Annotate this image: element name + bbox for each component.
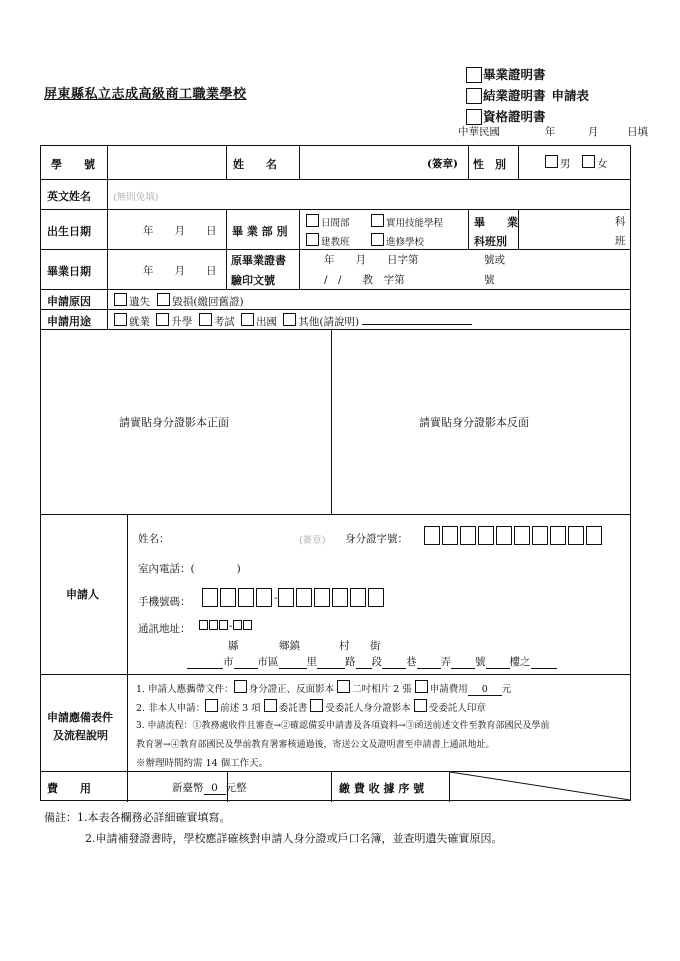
purpose-checkbox[interactable]: [199, 313, 212, 326]
dept-label: 畢 業 部 別: [232, 225, 288, 238]
grad-date-label: 畢業日期: [47, 265, 91, 278]
address-label: 通訊地址：: [138, 623, 191, 635]
student-no-label: 學 號: [51, 158, 95, 171]
addr-city-label: 市: [223, 656, 234, 668]
addr-li-label: 里: [306, 656, 317, 668]
reason-option-lost[interactable]: [114, 296, 150, 308]
purpose-checkbox[interactable]: [283, 313, 296, 326]
form-type-label: 申請表: [551, 88, 590, 103]
purpose-option-label: 升學: [171, 316, 193, 328]
footnote-1: 備註：1.本表各欄務必詳細確實填寫。: [44, 811, 231, 824]
purpose-option-job[interactable]: [114, 316, 150, 328]
purpose-other-field[interactable]: [362, 314, 472, 325]
dept-option-day[interactable]: [306, 214, 350, 229]
dept-option-label: 實用技能學程: [386, 218, 444, 229]
addr-section-label: 段: [371, 656, 382, 668]
purpose-option-exam[interactable]: [199, 316, 235, 328]
docs-option-label: 身分證正、反面影本: [248, 684, 335, 695]
english-name-label: 英文姓名: [47, 190, 91, 203]
docs-checkbox[interactable]: [264, 699, 277, 712]
docs-fee-unit: 元: [501, 684, 512, 695]
id-front-placeholder: 請實貼身分證影本正面: [119, 416, 229, 429]
major-label-2: 科班別: [474, 235, 507, 248]
fee-label: 費 用: [47, 782, 91, 795]
purpose-option-label: 出國: [256, 316, 278, 328]
gender-female-option[interactable]: [582, 155, 608, 171]
english-name-hint: (無則免填): [113, 192, 159, 203]
reason-option-label: 遺失: [129, 296, 150, 308]
day-label: 日填: [627, 126, 649, 138]
applicant-sign-hint: (簽章): [299, 535, 326, 546]
docs-option-label: 受委託人身分證影本: [325, 703, 411, 714]
docs-option-label: 申請費用: [429, 684, 468, 695]
sign-label: (簽章): [427, 158, 458, 170]
orig-cert-line-1b: 號或: [484, 254, 505, 266]
applicant-id-label: 身分證字號：: [345, 533, 408, 545]
docs-option-label: 前述 3 項: [220, 703, 261, 714]
cert-checkbox-completion[interactable]: [466, 88, 482, 104]
dept-option-label: 日間部: [321, 218, 350, 229]
address-detail-line[interactable]: [187, 654, 557, 669]
purpose-checkbox[interactable]: [241, 313, 254, 326]
docs-item-3b: 教育署→④教育部國民及學前教育署審核通過後，寄送公文及證明書至申請書上通訊地址。: [136, 740, 495, 750]
major-ke-label: 科: [615, 216, 626, 228]
dept-checkbox[interactable]: [371, 214, 384, 227]
applicant-id-boxes[interactable]: [424, 526, 604, 547]
female-checkbox[interactable]: [582, 155, 595, 168]
orig-cert-line-2b: 號: [484, 274, 495, 286]
student-no-field[interactable]: [108, 147, 225, 178]
purpose-checkbox[interactable]: [156, 313, 169, 326]
docs-note: ※辦理時間約需 14 個工作天。: [136, 758, 269, 769]
orig-cert-line-2: / / 教 字第: [324, 274, 405, 286]
addr-town-label: 鄉鎮: [279, 640, 300, 652]
dept-checkbox[interactable]: [371, 233, 384, 246]
orig-cert-line-1: 年 月 日字第: [324, 254, 419, 266]
footnote-2: 2.申請補發證書時，學校應詳確核對申請人身分證或戶口名簿，並查明遺失確實原因。: [85, 832, 503, 845]
reason-checkbox[interactable]: [157, 293, 170, 306]
docs-item-1-prefix: 1. 申請人應攜帶文件：: [136, 684, 234, 695]
cert-checkbox-graduation[interactable]: [466, 67, 482, 83]
docs-option-label: 委託書: [278, 703, 308, 714]
grad-date-field[interactable]: 年 月 日: [143, 265, 217, 277]
fee-amount-line: [172, 780, 247, 795]
fee-amount-prefix: 新臺幣: [172, 782, 204, 794]
dept-option-label: 進修學校: [386, 237, 425, 248]
dept-option-practical[interactable]: [371, 214, 443, 229]
addr-street-label: 街: [370, 640, 381, 652]
docs-option-label: 受委託人印章: [428, 703, 486, 714]
purpose-checkbox[interactable]: [114, 313, 127, 326]
purpose-option-label: 考試: [213, 316, 235, 328]
reason-options: [114, 293, 244, 309]
docs-checkbox[interactable]: [205, 699, 218, 712]
home-phone-field[interactable]: 室內電話：( ): [138, 563, 241, 575]
id-back-placeholder: 請實貼身分證影本反面: [419, 416, 529, 429]
docs-item-2-prefix: 2. 非本人申請：: [136, 703, 206, 714]
cert-label: 結業證明書: [483, 88, 546, 103]
applicant-section-label: 申請人: [66, 588, 99, 601]
addr-floor-label: 樓之: [509, 656, 531, 668]
application-form: [40, 145, 631, 801]
major-ban-label: 班: [615, 235, 626, 247]
reason-checkbox[interactable]: [114, 293, 127, 306]
applicant-name-label: 姓名：: [138, 533, 170, 545]
docs-checkbox[interactable]: [234, 680, 247, 693]
fee-amount-value: 0: [204, 782, 226, 795]
docs-checkbox[interactable]: [414, 699, 427, 712]
mobile-boxes[interactable]: -: [202, 588, 386, 609]
male-checkbox[interactable]: [545, 155, 558, 168]
addr-county-label: 縣: [228, 640, 239, 652]
docs-option-label: 二吋相片 2 張: [352, 684, 412, 695]
cert-label: 畢業證明書: [483, 67, 546, 82]
reason-option-damaged[interactable]: [157, 296, 243, 308]
purpose-option-study[interactable]: [156, 316, 192, 328]
docs-item-2: [136, 699, 486, 714]
era-label: 中華民國: [458, 126, 500, 138]
major-label-1: 畢 業: [474, 216, 518, 229]
cert-checkbox-qualification[interactable]: [466, 109, 482, 125]
receipt-no-field[interactable]: [450, 772, 630, 800]
docs-section-label-2: 及流程說明: [53, 729, 108, 742]
docs-item-1: [136, 680, 511, 696]
birth-date-field[interactable]: 年 月 日: [143, 225, 217, 237]
dept-checkbox[interactable]: [306, 233, 319, 246]
mobile-label: 手機號碼：: [138, 596, 191, 608]
docs-checkbox[interactable]: [337, 680, 350, 693]
addr-lane-label: 巷: [406, 656, 417, 668]
dept-checkbox[interactable]: [306, 214, 319, 227]
fill-date-line: [458, 124, 648, 139]
docs-item-3: 3. 申請流程：①教務處收件且審查→②確認備妥申請書及各項資料→③函送前述文件至教育部國民及學前: [136, 721, 550, 731]
name-label: 姓 名: [233, 158, 277, 171]
birth-date-label: 出生日期: [47, 225, 91, 238]
cert-label: 資格證明書: [483, 109, 546, 124]
addr-number-label: 號: [475, 656, 486, 668]
year-label: 年: [544, 126, 556, 138]
dept-option-coop[interactable]: [306, 233, 350, 248]
male-label: 男: [560, 158, 571, 170]
reason-label: 申請原因: [47, 295, 91, 308]
female-label: 女: [597, 158, 608, 170]
dept-option-label: 建教班: [321, 237, 350, 248]
school-name: 屏東縣私立志成高級商工職業學校: [44, 87, 247, 102]
docs-checkbox[interactable]: [310, 699, 323, 712]
gender-male-option[interactable]: [545, 155, 571, 171]
addr-road-label: 路: [345, 656, 356, 668]
docs-section-label-1: 申請應備表件: [47, 711, 113, 724]
purpose-options: [114, 313, 472, 329]
docs-fee-amount: 0: [468, 684, 502, 696]
docs-checkbox[interactable]: [415, 680, 428, 693]
dept-option-continuing[interactable]: [371, 233, 424, 248]
purpose-option-label: 其他(請說明): [298, 316, 360, 328]
addr-alley-label: 弄: [440, 656, 451, 668]
purpose-option-label: 就業: [129, 316, 150, 328]
addr-district-label: 市區: [257, 656, 279, 668]
receipt-no-label: 繳 費 收 據 序 號: [339, 782, 425, 795]
month-label: 月: [587, 126, 599, 138]
addr-village-label: 村: [339, 640, 350, 652]
purpose-option-abroad[interactable]: [241, 316, 277, 328]
cert-option-graduation[interactable]: [466, 64, 589, 85]
purpose-label: 申請用途: [47, 315, 91, 328]
cert-option-completion[interactable]: [466, 85, 589, 106]
orig-cert-label-2: 驗印文號: [231, 274, 275, 287]
postal-code-boxes[interactable]: -: [199, 620, 253, 632]
reason-option-label: 毀損(繳回舊證): [172, 296, 244, 308]
purpose-option-other[interactable]: [283, 316, 359, 328]
certificate-type-group: [466, 64, 589, 127]
fee-amount-suffix: 元整: [225, 782, 247, 794]
gender-label: 性 別: [473, 158, 506, 171]
orig-cert-label-1: 原畢業證書: [231, 254, 286, 267]
